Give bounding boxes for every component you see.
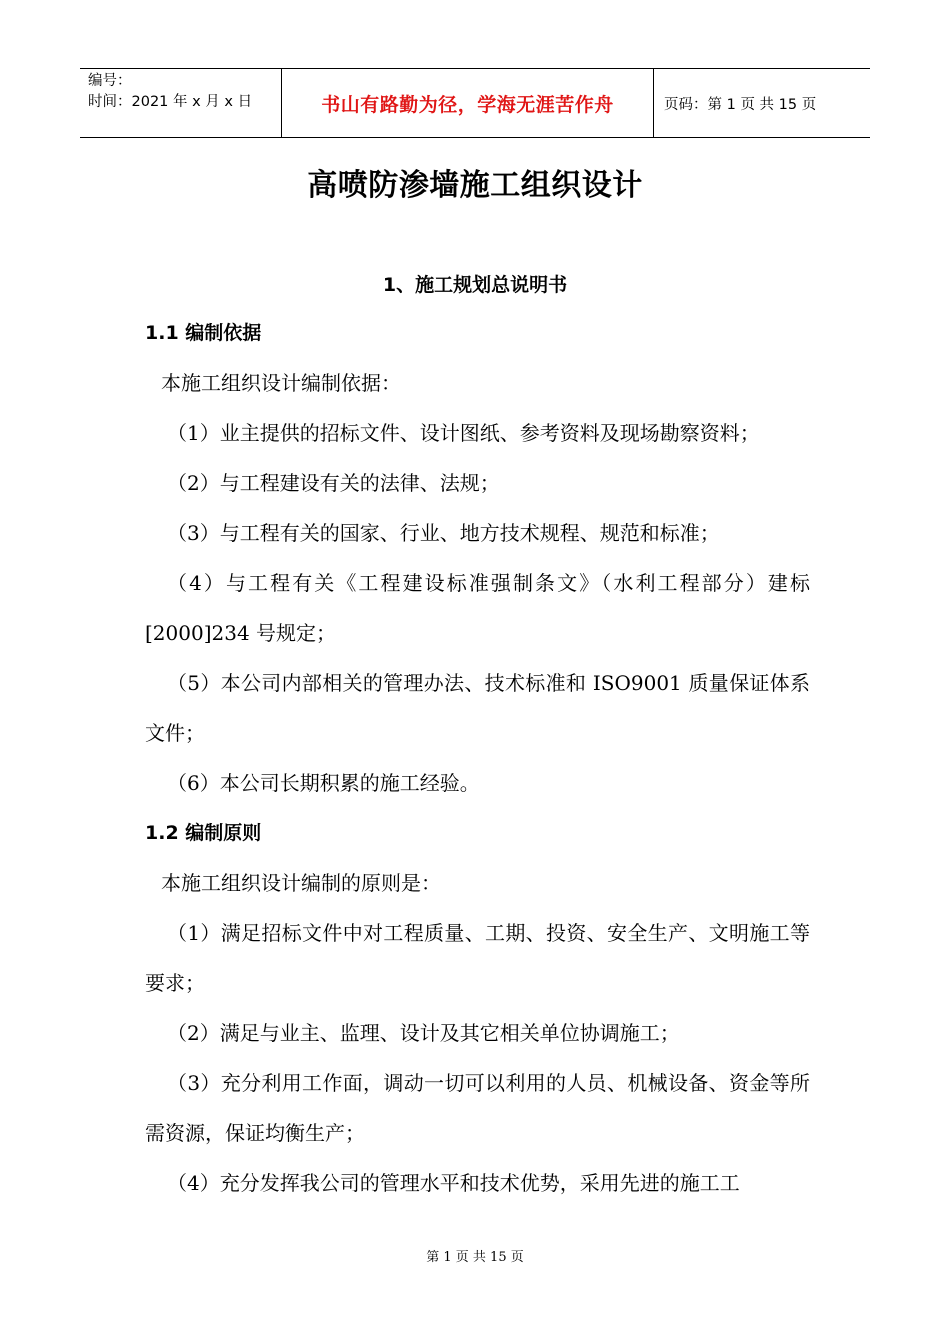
list-item: （2）满足与业主、监理、设计及其它相关单位协调施工；	[167, 1021, 680, 1045]
list-item: （2）与工程建设有关的法律、法规；	[167, 471, 500, 495]
document-date: 时间：2021 年 x 月 x 日	[88, 94, 253, 110]
header-meta	[80, 69, 281, 137]
list-item: （5）本公司内部相关的管理办法、技术标准和 ISO9001 质量保证体系文件；	[145, 671, 810, 745]
document-body	[145, 308, 810, 1208]
list-item: （6）本公司长期积累的施工经验。	[167, 771, 480, 795]
list-item: （1）满足招标文件中对工程质量、工期、投资、安全生产、文明施工等要求；	[145, 921, 810, 995]
subsection-heading: 1.2 编制原则	[145, 822, 262, 844]
list-item: （1）业主提供的招标文件、设计图纸、参考资料及现场勘察资料；	[167, 421, 760, 445]
list-item: （3）与工程有关的国家、行业、地方技术规程、规范和标准；	[167, 521, 720, 545]
document-header	[80, 68, 870, 138]
list-item: （4）与工程有关《工程建设标准强制条文》（水利工程部分）建标[2000]234 号规定；	[145, 571, 810, 645]
paragraph: 本施工组织设计编制依据：	[161, 371, 401, 395]
document-title: 高喷防渗墙施工组织设计	[307, 168, 643, 203]
section-title: 1、施工规划总说明书	[382, 274, 568, 296]
subsection-heading: 1.1 编制依据	[145, 322, 262, 344]
header-motto: 书山有路勤为径，学海无涯苦作舟	[281, 69, 654, 137]
document-number-label: 编号：	[88, 73, 132, 89]
list-item: （3）充分利用工作面，调动一切可以利用的人员、机械设备、资金等所需资源，保证均衡生产；	[145, 1071, 810, 1145]
paragraph: 本施工组织设计编制的原则是：	[161, 871, 441, 895]
list-item: （4）充分发挥我公司的管理水平和技术优势，采用先进的施工工	[167, 1171, 740, 1195]
page-footer: 第 1 页 共 15 页	[426, 1250, 524, 1265]
header-page-info: 页码：第 1 页 共 15 页	[664, 96, 817, 113]
